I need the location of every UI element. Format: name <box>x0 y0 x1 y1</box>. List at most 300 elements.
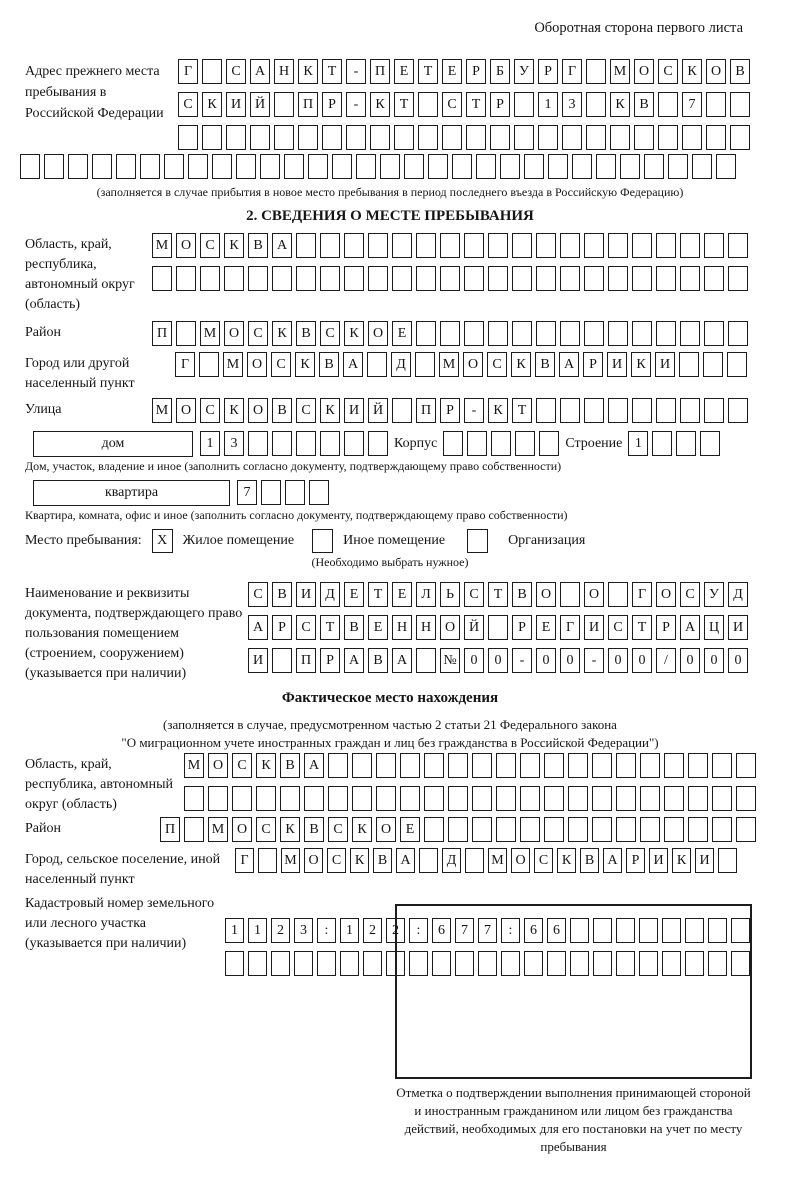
char-cell <box>608 398 628 423</box>
char-cell <box>394 125 414 150</box>
char-cell: С <box>320 321 340 346</box>
char-cell <box>644 154 664 179</box>
char-cell <box>68 154 88 179</box>
char-cell: М <box>152 398 172 423</box>
char-cell <box>514 125 534 150</box>
char-cell: - <box>464 398 484 423</box>
char-cell: К <box>295 352 315 377</box>
char-cell <box>455 951 474 976</box>
char-cell: М <box>200 321 220 346</box>
char-cell: 1 <box>225 918 244 943</box>
char-cell: П <box>298 92 318 117</box>
char-cell: 2 <box>271 918 290 943</box>
char-cell <box>392 398 412 423</box>
cadastral-row-1 <box>225 918 750 943</box>
char-cell: К <box>298 59 318 84</box>
street-block <box>25 398 755 423</box>
actual-location-note-2: "О миграционном учете иностранных граждан и лиц без гражданства в Российской Федерации") <box>121 735 659 750</box>
char-cell <box>488 321 508 346</box>
apartment-note: Квартира, комната, офис и иное (заполнить согласно документу, подтверждающему право собственности) <box>25 508 568 522</box>
char-cell: № <box>440 648 460 673</box>
char-cell <box>322 125 342 150</box>
char-cell <box>352 786 372 811</box>
char-cell <box>380 154 400 179</box>
char-cell: К <box>488 398 508 423</box>
char-cell <box>496 817 516 842</box>
char-cell: В <box>344 615 364 640</box>
char-cell <box>386 951 405 976</box>
region-row-1 <box>152 233 748 258</box>
korpus-cells <box>443 431 559 456</box>
char-cell: С <box>464 582 484 607</box>
char-cell: Е <box>536 615 556 640</box>
char-cell: 1 <box>538 92 558 117</box>
char-cell <box>184 817 204 842</box>
char-cell <box>560 398 580 423</box>
char-cell <box>464 233 484 258</box>
char-cell: Е <box>392 321 412 346</box>
char-cell <box>424 786 444 811</box>
city-row <box>175 352 747 377</box>
char-cell: Р <box>583 352 603 377</box>
char-cell <box>592 817 612 842</box>
char-cell: М <box>223 352 243 377</box>
char-cell: В <box>634 92 654 117</box>
char-cell <box>632 398 652 423</box>
actual-location-title: Фактическое место нахождения <box>281 690 499 706</box>
char-cell <box>328 786 348 811</box>
char-cell: А <box>304 753 324 778</box>
char-cell: А <box>272 233 292 258</box>
char-cell <box>272 648 292 673</box>
char-cell <box>584 398 604 423</box>
char-cell <box>662 918 681 943</box>
char-cell <box>472 753 492 778</box>
char-cell <box>728 266 748 291</box>
char-cell: - <box>346 59 366 84</box>
char-cell: П <box>152 321 172 346</box>
char-cell <box>284 154 304 179</box>
char-cell: 6 <box>524 918 543 943</box>
char-cell <box>664 817 684 842</box>
char-cell <box>440 266 460 291</box>
house-block <box>25 431 755 457</box>
char-cell: О <box>536 582 556 607</box>
char-cell <box>668 154 688 179</box>
char-cell <box>570 918 589 943</box>
char-cell: О <box>656 582 676 607</box>
char-cell: С <box>487 352 507 377</box>
char-cell <box>704 321 724 346</box>
char-cell: К <box>370 92 390 117</box>
char-cell <box>593 951 612 976</box>
char-cell <box>716 154 736 179</box>
cadastral-row-2 <box>225 951 750 976</box>
prev-address-row-4 <box>20 154 755 179</box>
cadastral-label: Кадастровый номер земельного или лесного участка (указывается при наличии) <box>25 896 215 951</box>
char-cell <box>703 352 723 377</box>
char-cell <box>44 154 64 179</box>
char-cell <box>424 817 444 842</box>
char-cell <box>442 125 462 150</box>
char-cell <box>700 431 720 456</box>
char-cell <box>409 951 428 976</box>
char-cell <box>560 266 580 291</box>
char-cell: О <box>248 398 268 423</box>
char-cell <box>370 125 390 150</box>
char-cell <box>272 431 292 456</box>
char-cell: Ц <box>704 615 724 640</box>
char-cell: П <box>370 59 390 84</box>
char-cell <box>616 786 636 811</box>
char-cell: С <box>680 582 700 607</box>
char-cell: Т <box>632 615 652 640</box>
document-label: Наименование и реквизиты документа, подтверждающего право пользования помещением (строением, сооружением) (указывается при наличии) <box>25 586 243 681</box>
char-cell <box>332 154 352 179</box>
char-cell: Р <box>490 92 510 117</box>
char-cell <box>464 266 484 291</box>
char-cell <box>496 753 516 778</box>
char-cell <box>199 352 219 377</box>
char-cell: И <box>248 648 268 673</box>
char-cell <box>652 431 672 456</box>
district-block <box>25 321 755 346</box>
char-cell <box>706 125 726 150</box>
char-cell: 3 <box>562 92 582 117</box>
fact-region-row-2 <box>184 786 756 811</box>
char-cell: 0 <box>560 648 580 673</box>
char-cell: Д <box>391 352 411 377</box>
char-cell <box>260 154 280 179</box>
char-cell <box>363 951 382 976</box>
char-cell <box>346 125 366 150</box>
char-cell <box>608 266 628 291</box>
char-cell: В <box>730 59 750 84</box>
char-cell <box>296 431 316 456</box>
char-cell <box>476 154 496 179</box>
char-cell <box>248 431 268 456</box>
char-cell: Е <box>442 59 462 84</box>
char-cell: П <box>416 398 436 423</box>
char-cell: К <box>557 848 576 873</box>
korpus-label: Корпус <box>394 436 438 451</box>
char-cell: 0 <box>488 648 508 673</box>
document-row-1 <box>248 582 748 607</box>
char-cell: К <box>682 59 702 84</box>
char-cell <box>538 125 558 150</box>
char-cell: Д <box>320 582 340 607</box>
char-cell <box>328 753 348 778</box>
char-cell <box>176 266 196 291</box>
char-cell <box>544 817 564 842</box>
char-cell <box>632 266 652 291</box>
char-cell <box>367 352 387 377</box>
char-cell <box>639 918 658 943</box>
char-cell: 0 <box>608 648 628 673</box>
char-cell <box>688 817 708 842</box>
char-cell <box>224 266 244 291</box>
char-cell <box>736 817 756 842</box>
fact-city-block <box>25 848 755 890</box>
char-cell: У <box>514 59 534 84</box>
char-cell: С <box>296 398 316 423</box>
char-cell <box>392 233 412 258</box>
option-organization-label: Организация <box>508 533 586 548</box>
char-cell <box>448 786 468 811</box>
char-cell: А <box>392 648 412 673</box>
char-cell: А <box>248 615 268 640</box>
char-cell: О <box>463 352 483 377</box>
char-cell <box>616 817 636 842</box>
actual-location-note-1: (заполняется в случае, предусмотренном частью 2 статьи 21 Федерального закона <box>163 717 617 732</box>
apartment-block <box>25 480 755 506</box>
char-cell: Л <box>416 582 436 607</box>
prev-address-row-3 <box>178 125 750 150</box>
char-cell <box>92 154 112 179</box>
char-cell: Е <box>394 59 414 84</box>
fact-district-block <box>25 817 755 842</box>
char-cell <box>512 233 532 258</box>
char-cell <box>680 233 700 258</box>
char-cell <box>164 154 184 179</box>
char-cell: К <box>256 753 276 778</box>
char-cell <box>274 125 294 150</box>
char-cell <box>202 125 222 150</box>
char-cell <box>664 786 684 811</box>
char-cell: : <box>317 918 336 943</box>
char-cell: : <box>409 918 428 943</box>
char-cell: С <box>442 92 462 117</box>
char-cell: В <box>512 582 532 607</box>
char-cell: Е <box>368 615 388 640</box>
char-cell <box>404 154 424 179</box>
char-cell <box>376 786 396 811</box>
char-cell <box>520 753 540 778</box>
char-cell: С <box>296 615 316 640</box>
char-cell: В <box>280 753 300 778</box>
char-cell <box>632 233 652 258</box>
char-cell: О <box>368 321 388 346</box>
char-cell <box>664 753 684 778</box>
char-cell: А <box>680 615 700 640</box>
char-cell: - <box>512 648 532 673</box>
char-cell <box>464 321 484 346</box>
char-cell <box>584 233 604 258</box>
char-cell <box>680 398 700 423</box>
char-cell <box>226 125 246 150</box>
char-cell <box>392 266 412 291</box>
char-cell: В <box>272 582 292 607</box>
char-cell: М <box>208 817 228 842</box>
apartment-cells <box>237 480 329 505</box>
char-cell <box>608 582 628 607</box>
char-cell: Д <box>442 848 461 873</box>
char-cell <box>500 154 520 179</box>
char-cell: К <box>631 352 651 377</box>
char-cell <box>415 352 435 377</box>
char-cell <box>304 786 324 811</box>
char-cell <box>200 266 220 291</box>
char-cell <box>548 154 568 179</box>
char-cell <box>727 352 747 377</box>
char-cell: И <box>607 352 627 377</box>
char-cell: В <box>580 848 599 873</box>
char-cell: Р <box>512 615 532 640</box>
char-cell <box>472 817 492 842</box>
char-cell: Т <box>466 92 486 117</box>
char-cell: И <box>649 848 668 873</box>
fact-city-row <box>235 848 737 873</box>
stay-type-note: (Необходимо выбрать нужное) <box>311 555 469 569</box>
char-cell: Р <box>656 615 676 640</box>
char-cell <box>685 951 704 976</box>
char-cell <box>593 918 612 943</box>
char-cell: 7 <box>237 480 257 505</box>
char-cell: О <box>440 615 460 640</box>
char-cell <box>176 321 196 346</box>
char-cell: С <box>200 233 220 258</box>
char-cell <box>570 951 589 976</box>
char-cell: И <box>728 615 748 640</box>
char-cell <box>452 154 472 179</box>
char-cell <box>688 786 708 811</box>
char-cell <box>448 817 468 842</box>
char-cell <box>467 431 487 456</box>
checkbox-other-premises <box>312 529 333 553</box>
char-cell <box>184 786 204 811</box>
char-cell: С <box>256 817 276 842</box>
stamp-caption: Отметка о подтверждении выполнения принимающей стороной и иностранным гражданином или лицом без гражданства действий, необходимых для его постановки на учет по месту пребывания <box>396 1085 751 1154</box>
char-cell: Н <box>392 615 412 640</box>
char-cell <box>478 951 497 976</box>
char-cell: Т <box>418 59 438 84</box>
house-box-label: дом <box>33 431 193 457</box>
char-cell: О <box>304 848 323 873</box>
char-cell: Г <box>632 582 652 607</box>
char-cell <box>656 398 676 423</box>
char-cell <box>682 125 702 150</box>
char-cell: К <box>202 92 222 117</box>
char-cell <box>679 352 699 377</box>
char-cell: Д <box>728 582 748 607</box>
char-cell: А <box>344 648 364 673</box>
prev-address-note: (заполняется в случае прибытия в новое место пребывания в период последнего въезда в Российскую Федерацию) <box>96 185 684 199</box>
char-cell: И <box>296 582 316 607</box>
prev-address-label: Адрес прежнего места пребывания в Российской Федерации <box>25 64 164 121</box>
char-cell: Т <box>488 582 508 607</box>
char-cell <box>704 233 724 258</box>
fact-city-label: Город, сельское поселение, иной населенный пункт <box>25 852 221 887</box>
fact-district-label: Район <box>25 821 61 836</box>
char-cell <box>728 233 748 258</box>
char-cell: 7 <box>478 918 497 943</box>
document-row-2 <box>248 615 748 640</box>
char-cell: М <box>184 753 204 778</box>
char-cell <box>596 154 616 179</box>
char-cell <box>443 431 463 456</box>
char-cell: К <box>610 92 630 117</box>
char-cell <box>416 233 436 258</box>
stay-type-label: Место пребывания: <box>25 533 142 548</box>
char-cell <box>352 753 372 778</box>
char-cell: М <box>281 848 300 873</box>
char-cell: 0 <box>680 648 700 673</box>
char-cell <box>488 266 508 291</box>
char-cell: О <box>376 817 396 842</box>
char-cell: К <box>672 848 691 873</box>
char-cell: Й <box>250 92 270 117</box>
fact-district-row <box>160 817 756 842</box>
district-row <box>152 321 748 346</box>
char-cell: С <box>328 817 348 842</box>
char-cell <box>432 951 451 976</box>
char-cell <box>320 266 340 291</box>
char-cell: О <box>232 817 252 842</box>
char-cell <box>512 321 532 346</box>
city-label: Город или другой населенный пункт <box>25 356 135 391</box>
char-cell: Г <box>560 615 580 640</box>
char-cell: С <box>534 848 553 873</box>
char-cell <box>568 753 588 778</box>
char-cell <box>640 753 660 778</box>
char-cell: Е <box>344 582 364 607</box>
char-cell: В <box>535 352 555 377</box>
char-cell: В <box>248 233 268 258</box>
char-cell <box>344 233 364 258</box>
char-cell <box>584 266 604 291</box>
char-cell <box>712 753 732 778</box>
char-cell <box>261 480 281 505</box>
char-cell: М <box>488 848 507 873</box>
char-cell <box>560 582 580 607</box>
char-cell <box>496 786 516 811</box>
section2-title: 2. СВЕДЕНИЯ О МЕСТЕ ПРЕБЫВАНИЯ <box>246 208 534 224</box>
char-cell <box>616 951 635 976</box>
char-cell <box>680 321 700 346</box>
char-cell <box>416 266 436 291</box>
char-cell <box>704 398 724 423</box>
char-cell: П <box>296 648 316 673</box>
char-cell <box>586 59 606 84</box>
char-cell <box>706 92 726 117</box>
char-cell: И <box>344 398 364 423</box>
char-cell: 6 <box>547 918 566 943</box>
char-cell <box>680 266 700 291</box>
region-block <box>25 233 755 315</box>
char-cell: О <box>247 352 267 377</box>
char-cell <box>368 431 388 456</box>
char-cell: К <box>511 352 531 377</box>
char-cell <box>296 233 316 258</box>
char-cell: К <box>272 321 292 346</box>
char-cell: М <box>439 352 459 377</box>
char-cell <box>536 398 556 423</box>
char-cell <box>640 786 660 811</box>
char-cell: Т <box>512 398 532 423</box>
prev-address-block <box>25 59 755 150</box>
stroenie-label: Строение <box>565 436 623 451</box>
char-cell <box>116 154 136 179</box>
char-cell: Г <box>178 59 198 84</box>
char-cell: Г <box>562 59 582 84</box>
char-cell: О <box>634 59 654 84</box>
char-cell <box>656 266 676 291</box>
char-cell: Б <box>490 59 510 84</box>
char-cell: А <box>343 352 363 377</box>
char-cell: Г <box>175 352 195 377</box>
house-cells <box>200 431 388 456</box>
char-cell <box>344 266 364 291</box>
